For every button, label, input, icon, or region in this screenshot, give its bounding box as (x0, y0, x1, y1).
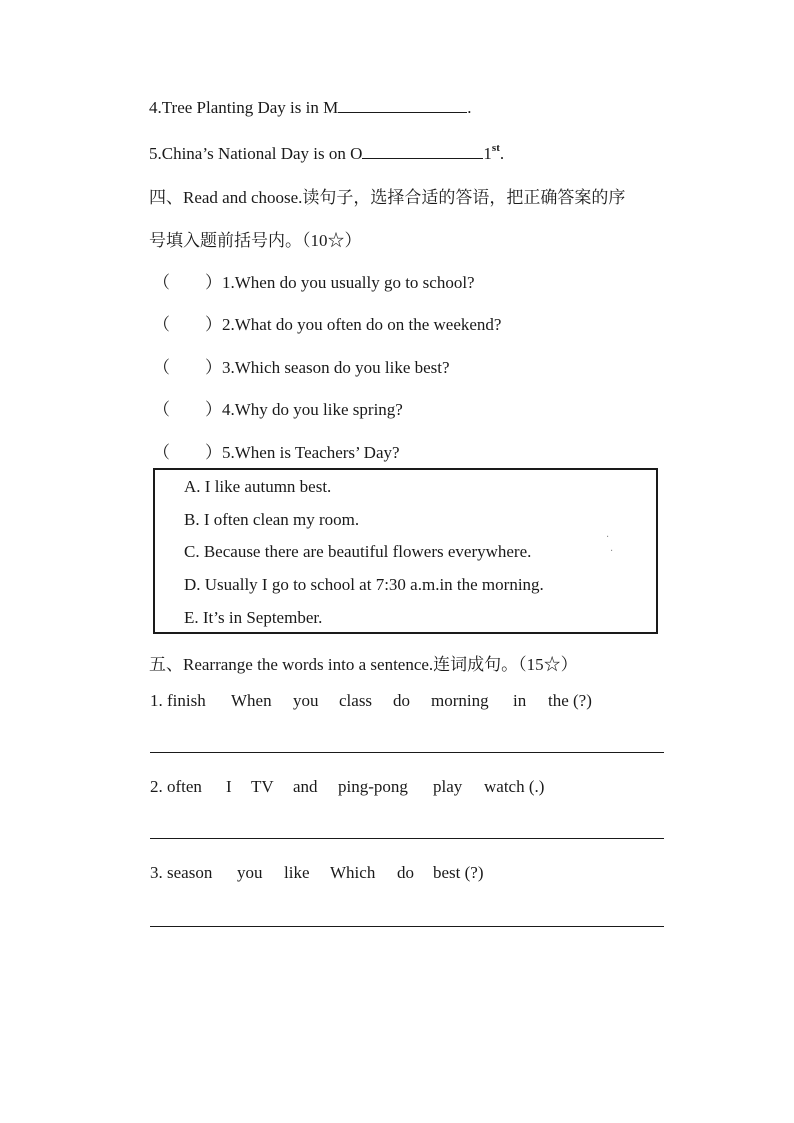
answer-bracket-open[interactable]: （ (153, 273, 170, 292)
question-text: 4.Why do you like spring? (222, 400, 403, 419)
option-a: A. I like autumn best. (184, 477, 332, 496)
fill-item-4-end: . (467, 98, 472, 117)
word: Which (330, 863, 376, 882)
word: you (237, 863, 263, 882)
word: you (293, 691, 319, 710)
fill-item-5-ordinal: 1 (483, 144, 492, 163)
question-text: 3.Which season do you like best? (222, 358, 450, 377)
word: 2. often (150, 777, 202, 796)
question-row (153, 268, 475, 293)
word: watch (.) (484, 777, 545, 796)
fill-item-5-suffix: st (491, 142, 500, 154)
option-c: C. Because there are beautiful flowers everywhere. (184, 542, 532, 561)
fill-item-4 (149, 97, 471, 118)
fill-item-5-text: 5.China’s National Day is on O (149, 144, 363, 163)
answer-bracket-close: ） (205, 273, 222, 292)
answer-bracket-open[interactable]: （ (153, 400, 170, 419)
answer-options-box (153, 468, 658, 634)
word: best (?) (433, 863, 484, 882)
word: ping-pong (338, 777, 408, 796)
answer-bracket-close: ） (205, 400, 222, 419)
section5-heading: 五、Rearrange the words into a sentence.连词成句。（15☆） (149, 655, 578, 674)
answer-line-2[interactable] (150, 838, 664, 839)
question-text: 2.What do you often do on the weekend? (222, 315, 502, 334)
answer-bracket-open[interactable]: （ (153, 315, 170, 334)
question-row (153, 310, 501, 335)
fill-item-5-blank[interactable] (362, 143, 483, 159)
word: 3. season (150, 863, 213, 882)
answer-bracket-open[interactable]: （ (153, 358, 170, 377)
option-d: D. Usually I go to school at 7:30 a.m.in the morning. (184, 575, 544, 594)
word: the (?) (548, 691, 592, 710)
word: and (293, 777, 318, 796)
question-row (153, 395, 403, 420)
fill-item-5 (149, 142, 504, 164)
word: do (393, 691, 410, 710)
word: 1. finish (150, 691, 206, 710)
word: morning (431, 691, 489, 710)
word: in (513, 691, 527, 710)
option-b: B. I often clean my room. (184, 510, 360, 529)
answer-line-1[interactable] (150, 752, 664, 753)
option-e: E. It’s in September. (184, 608, 323, 627)
scan-mark: · (610, 546, 614, 557)
question-text: 5.When is Teachers’ Day? (222, 443, 400, 462)
answer-bracket-close: ） (205, 358, 222, 377)
fill-item-4-text: 4.Tree Planting Day is in M (149, 98, 339, 117)
word: play (433, 777, 463, 796)
word: TV (251, 777, 274, 796)
scan-mark: · (606, 532, 610, 543)
word: do (397, 863, 414, 882)
fill-item-4-blank[interactable] (338, 97, 467, 113)
section4-heading-cont: 号填入题前括号内。（10☆） (149, 231, 362, 250)
section4-heading: 四、Read and choose.读句子，选择合适的答语，把正确答案的序 (149, 188, 626, 207)
word: I (226, 777, 232, 796)
answer-bracket-close: ） (205, 443, 222, 462)
word: class (339, 691, 373, 710)
rearrange-item-1 (150, 691, 592, 711)
rearrange-item-3 (150, 863, 484, 883)
question-text: 1.When do you usually go to school? (222, 273, 475, 292)
answer-bracket-close: ） (205, 315, 222, 334)
fill-item-5-end: . (499, 144, 505, 163)
answer-bracket-open[interactable]: （ (153, 443, 170, 462)
word: When (231, 691, 272, 710)
answer-line-3[interactable] (150, 926, 664, 927)
question-row (153, 438, 400, 463)
question-row (153, 353, 450, 378)
word: like (284, 863, 310, 882)
rearrange-item-2 (150, 777, 544, 797)
